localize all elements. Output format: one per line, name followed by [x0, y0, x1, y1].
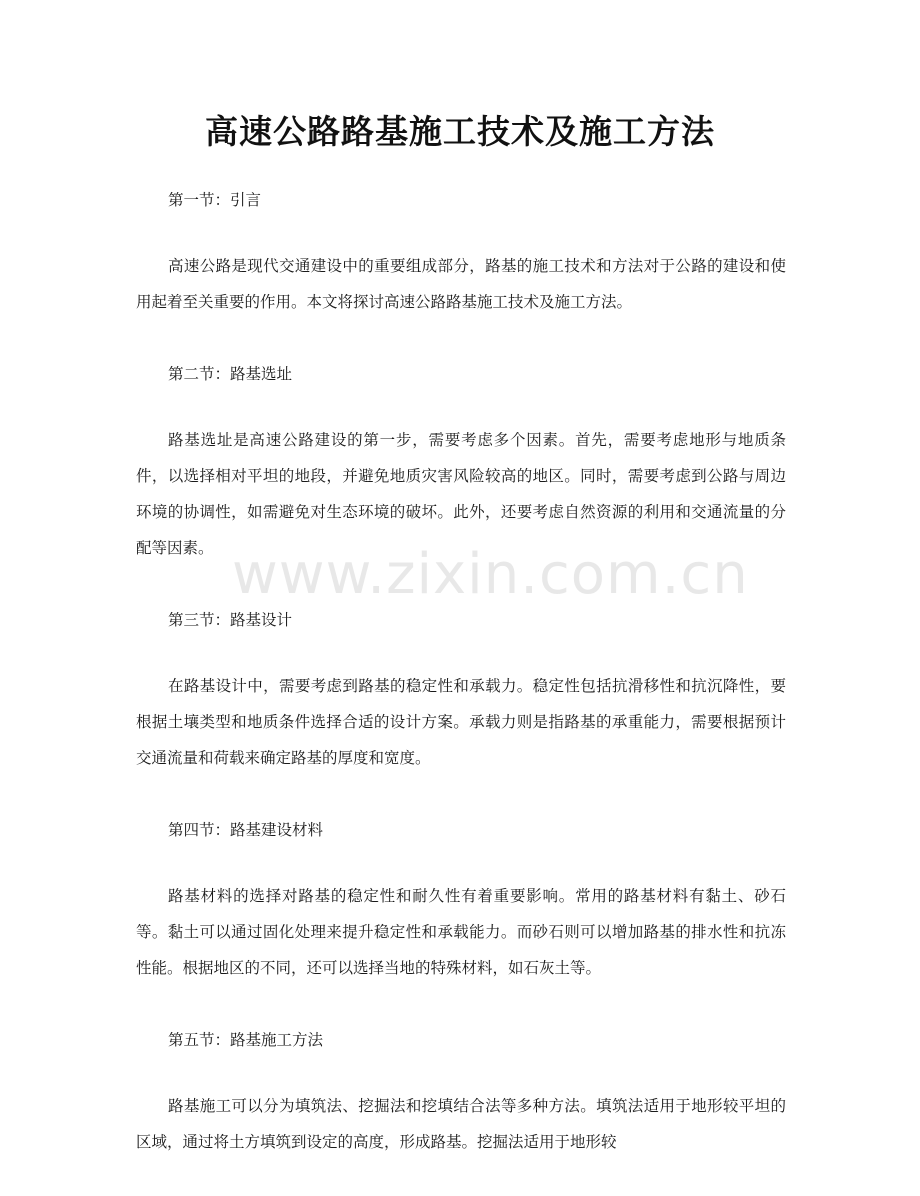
section-paragraph: 在路基设计中，需要考虑到路基的稳定性和承载力。稳定性包括抗滑移性和抗沉降性，要根据土壤类型和地质条件选择合适的设计方案。承载力则是指路基的承重能力，需要根据预计交通流量和荷载来确定路基的厚度和宽度。: [136, 677, 786, 767]
section-heading: 第一节：引言: [168, 191, 262, 209]
section-heading: 第五节：路基施工方法: [168, 1031, 324, 1049]
section-paragraph: 路基选址是高速公路建设的第一步，需要考虑多个因素。首先，需要考虑地形与地质条件，以选择相对平坦的地段，并避免地质灾害风险较高的地区。同时，需要考虑到公路与周边环境的协调性，如需避免对生态环境的破坏。此外，还要考虑自然资源的利用和交通流量的分配等因素。: [136, 431, 786, 557]
section-heading: 第三节：路基设计: [168, 611, 293, 629]
section-paragraph: 路基材料的选择对路基的稳定性和耐久性有着重要影响。常用的路基材料有黏土、砂石等。黏土可以通过固化处理来提升稳定性和承载能力。而砂石则可以增加路基的排水性和抗冻性能。根据地区的不同，还可以选择当地的特殊材料，如石灰土等。: [136, 887, 786, 977]
document-title: 高速公路路基施工技术及施工方法: [205, 112, 715, 151]
section-4: [136, 812, 786, 986]
section-2: [136, 356, 786, 566]
section-5: [136, 1022, 786, 1160]
watermark-text: www.zixin.com.cn: [232, 542, 749, 607]
document-body: [136, 182, 786, 1196]
section-3: [136, 602, 786, 776]
section-1: [136, 182, 786, 320]
section-heading: 第二节：路基选址: [168, 365, 293, 383]
section-heading: 第四节：路基建设材料: [168, 821, 324, 839]
section-paragraph: 高速公路是现代交通建设中的重要组成部分，路基的施工技术和方法对于公路的建设和使用起着至关重要的作用。本文将探讨高速公路路基施工技术及施工方法。: [136, 257, 786, 311]
section-paragraph: 路基施工可以分为填筑法、挖掘法和挖填结合法等多种方法。填筑法适用于地形较平坦的区域，通过将土方填筑到设定的高度，形成路基。挖掘法适用于地形较: [136, 1097, 786, 1151]
